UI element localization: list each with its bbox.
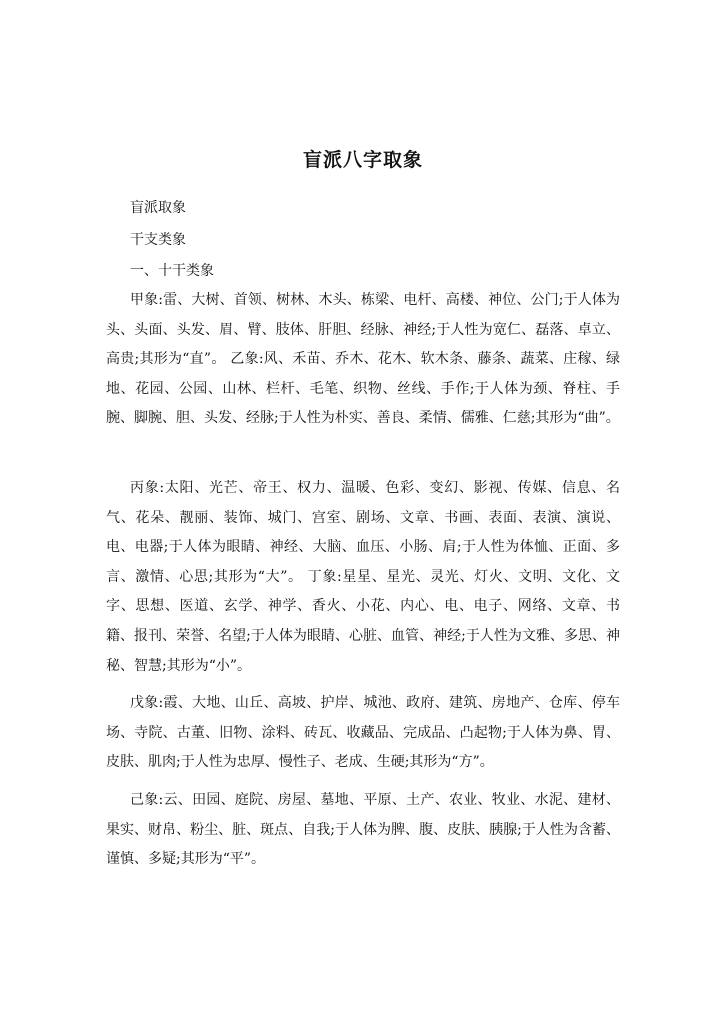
paragraph-bing-ding: 丙象:太阳、光芒、帝王、权力、温暖、色彩、变幻、影视、传媒、信息、名气、花朵、靓丽、装饰、城门、宫室、剧场、文章、书画、表面、表演、演说、电、电器;于人体为眼睛、神经、大脑、血压、小肠、肩;于人性为体恤、正面、多言、激情、心思;其形为“大”。 丁象:星星、星光、灵光、灯火、文明、文化、文字、思想、医道、玄学、神学、香火、小花、内心、电、电子、网络、文章、书籍、报刊、荣誉、名望;于人体为眼睛、心脏、血管、神经;于人性为文雅、多思、神秘、智慧;其形为“小”。 (106, 480, 620, 674)
heading-blind-school: 盲派取象 (130, 200, 186, 216)
heading-stems-branches: 干支类象 (130, 232, 186, 248)
heading-ten-stems: 一、十干类象 (130, 263, 214, 279)
paragraph-ji: 己象:云、田园、庭院、房屋、墓地、平原、土产、农业、牧业、水泥、建材、果实、财帛、粉尘、脏、斑点、自我;于人体为脾、腹、皮肤、胰腺;于人性为含蓄、谨慎、多疑;其形为“平”。 (106, 792, 620, 868)
document-title: 盲派八字取象 (302, 149, 423, 171)
paragraph-wu: 戊象:霞、大地、山丘、高坡、护岸、城池、政府、建筑、房地产、仓库、停车场、寺院、古董、旧物、涂料、砖瓦、收藏品、完成品、凸起物;于人体为鼻、胃、皮肤、肌肉;于人性为忠厚、慢性子、老成、生硬;其形为“方”。 (106, 695, 620, 771)
paragraph-jia-yi: 甲象:雷、大树、首领、树林、木头、栋梁、电杆、高楼、神位、公门;于人体为头、头面、头发、眉、臂、肢体、肝胆、经脉、神经;于人性为宽仁、磊落、卓立、高贵;其形为“直”。 乙象:风、禾苗、乔木、花木、软木条、藤条、蔬菜、庄稼、绿地、花园、公园、山林、栏杆、毛笔、织物、丝线、手作;于人体为颈、脊柱、手腕、脚腕、胆、头发、经脉;于人性为朴实、善良、柔情、儒雅、仁慈;其形为“曲”。 (106, 292, 620, 427)
